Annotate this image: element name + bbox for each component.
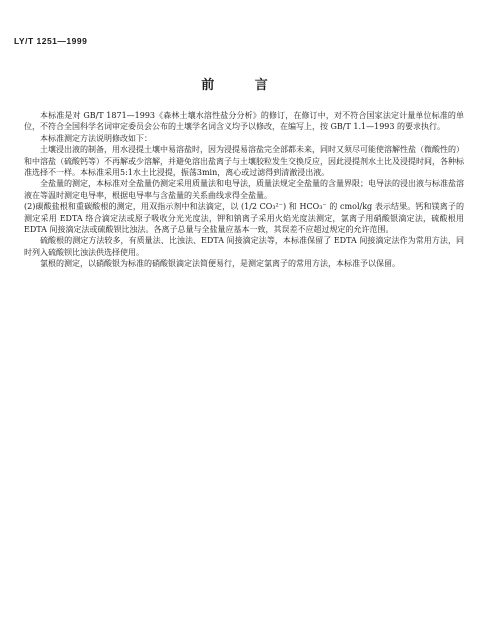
foreword-paragraph-extract: 土壤浸出液的制备，用水浸提土壤中易溶盐时，因为浸提易溶盐完全部都未来，同时又须尽可能使溶解性盐（微酸性的）和中溶盐（硫酸钙等）不再解或少溶解，并避免溶出盐离子与土壤胶粒发生交换反应，因此浸提剂水土比及浸提时间，各种标准选择不一样。本标准采用5:1水土比浸提，振荡3min，离心或过滤得到清澈浸出液。	[24, 145, 464, 178]
standard-number-header: LY/T 1251—1999	[14, 36, 88, 46]
foreword-paragraph-changes-intro: 本标准测定方法说明修改如下：	[40, 133, 152, 143]
foreword-body	[24, 110, 464, 270]
foreword-paragraph-total-salt: 全盐量的测定，本标准对全盐量仍测定采用质量法和电导法，质量法规定全盐量的含量界限；电导法的浸出液与标准盐溶液在等温时测定电导率，根据电导率与含盐量的关系曲线求得全盐量。	[24, 179, 464, 200]
foreword-paragraph-sulfate: 硫酸根的测定方法较多，有质量法、比浊法、EDTA 间接滴定法等，本标准保留了 EDTA 间接滴定法作为常用方法，同时列入硫酸钡比浊法供选择使用。	[24, 236, 464, 257]
foreword-paragraph-chloride: 氯根的测定，以硝酸银为标准的硝酸银滴定法简便易行，是测定氯离子的常用方法，本标准予以保留。	[40, 259, 400, 269]
foreword-paragraph-revision: 本标准是对 GB/T 1871—1993《森林土壤水溶性盐分分析》的修订，在修订中，对不符合国家法定计量单位标准的单位，不符合全国科学名词审定委员会公布的土壤学名词含义均予以修改，在编写上，按 GB/T 1.1—1993 的要求执行。	[24, 111, 464, 132]
foreword-paragraph-ions: (2)碳酸盐根和重碳酸根的测定，用双指示剂中和法滴定，以 (1/2 CO₃²⁻) 和 HCO₃⁻ 的 cmol/kg 表示结果。钙和镁离子的测定采用 EDTA 络合滴定法或原子吸收分光光度法，钾和钠离子采用火焰光度法测定，氯离子用硝酸银滴定法，硫酸根用 EDTA 间接滴定法或硫酸钡比浊法。各离子总量与全盐量应基本一致，其误差不应超过规定的允许范围。	[24, 202, 464, 235]
page-title: 前 言	[201, 78, 286, 93]
